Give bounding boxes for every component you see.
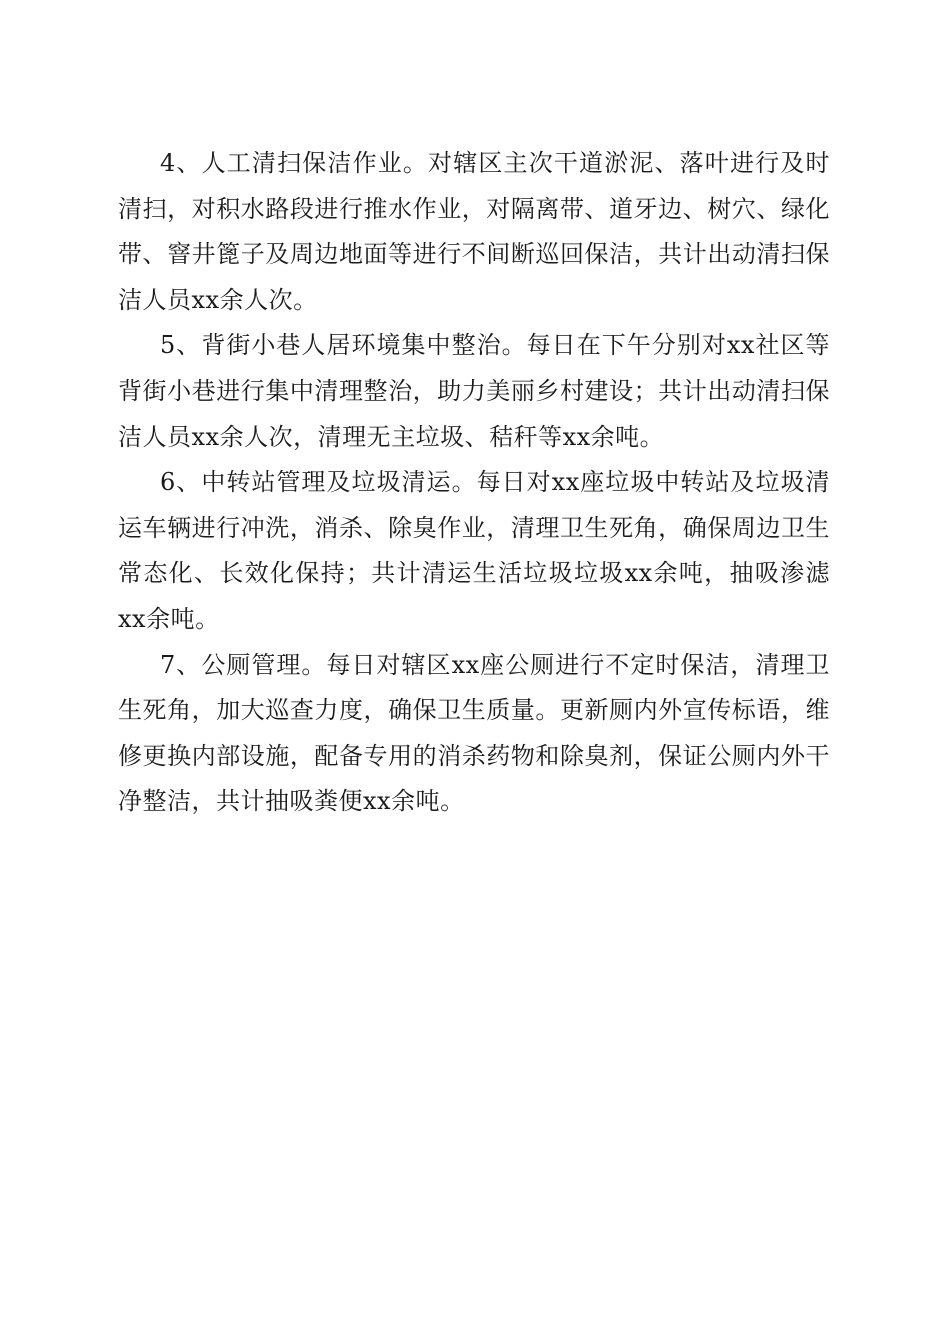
paragraph-6: 6、中转站管理及垃圾清运。每日对xx座垃圾中转站及垃圾清运车辆进行冲洗，消杀、除臭作业，清理卫生死角，确保周边卫生常态化、长效化保持；共计清运生活垃圾垃圾xx余吨，抽吸渗滤xx余吨。	[118, 468, 830, 633]
document-body	[118, 141, 830, 825]
paragraph-4: 4、人工清扫保洁作业。对辖区主次干道淤泥、落叶进行及时清扫，对积水路段进行推水作业，对隔离带、道牙边、树穴、绿化带、窨井篦子及周边地面等进行不间断巡回保洁，共计出动清扫保洁人员xx余人次。	[118, 149, 830, 314]
paragraph-7: 7、公厕管理。每日对辖区xx座公厕进行不定时保洁，清理卫生死角，加大巡查力度，确保卫生质量。更新厕内外宣传标语，维修更换内部设施，配备专用的消杀药物和除臭剂，保证公厕内外干净整洁，共计抽吸粪便xx余吨。	[118, 650, 830, 816]
paragraph-5: 5、背街小巷人居环境集中整治。每日在下午分别对xx社区等背街小巷进行集中清理整治，助力美丽乡村建设；共计出动清扫保洁人员xx余人次，清理无主垃圾、秸秆等xx余吨。	[118, 331, 830, 451]
